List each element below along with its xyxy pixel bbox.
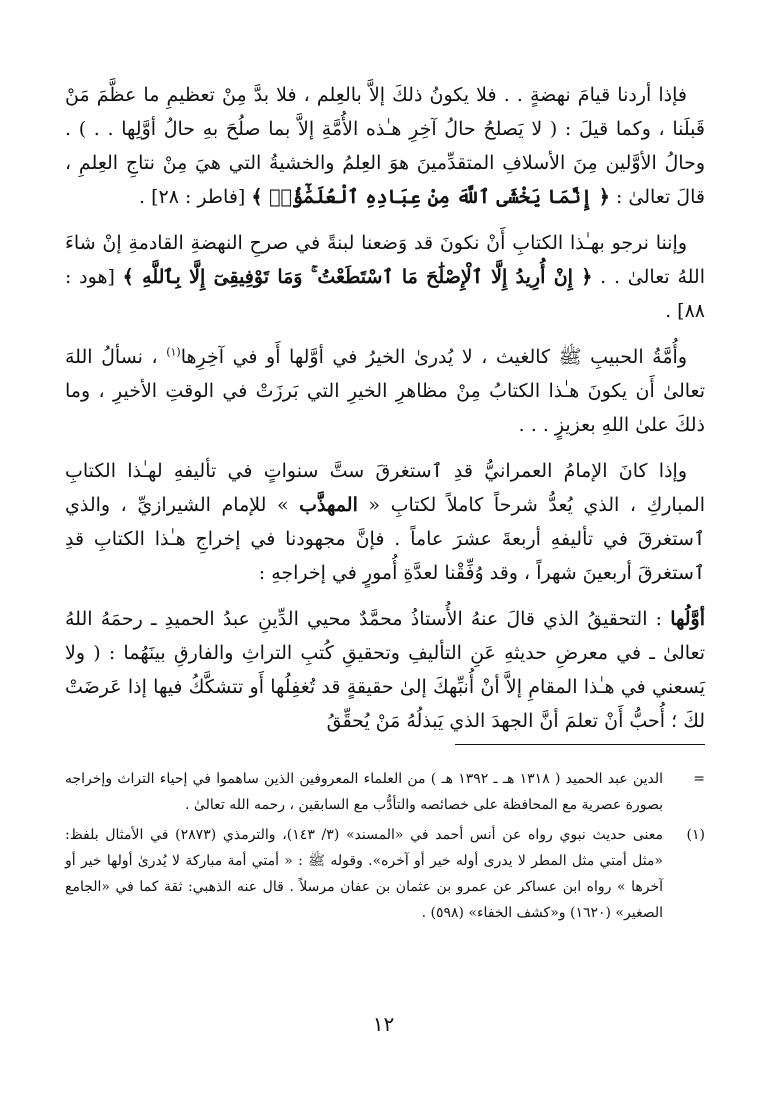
paragraph-text: » للإمام الشيرازيِّ ، والذي ٱستغرقَ في تأليفهِ أربعةَ عشرَ عاماً . فإنَّ مجهودنا في إخراجِ هـٰذا الكتابِ قدِ ٱستغرقَ أربعينَ شهراً ، وقد وُفِّقْنا لعدَّةِ أُمورٍ في إخراجهِ : xyxy=(65,494,705,584)
footnote-text: معنى حديث نبوي رواه عن أنس أحمد في «المسند» (٣/ ١٤٣)، والترمذي (٢٨٧٣) في الأمثال بلفظ: «مثل أمتي مثل المطر لا يدرى أوله خير أو آخره». وقوله ﷺ : « أمتي أمة مباركة لا يُدرىٰ أولها خير أو آخرها » رواه ابن عساكر عن عمرو بن عثمان بن عفان مرسلاً . قال عنه الذهبي: ثقة كما في «الجامع الصغير» (١٦٢٠) و«كشف الخفاء» (٥٩٨) . xyxy=(65,827,664,921)
paragraph-text: : التحقيقُ الذي قالَ عنهُ الأُستاذُ محمَّدٌ محيي الدِّينِ عبدُ الحميدِ ـ رحمَهُ اللهُ تعالىٰ ـ في معرضِ حديثهِ عَنِ التأليفِ وتحقيقِ كُتبِ التراثِ والفارقِ بينَهُما : ( ولا يَسعني في هـٰذا المقامِ إلاَّ أنْ أُنبِّهكَ إلىٰ حقيقةٍ قد تُغفِلُها أَو تتشكَّكُ فيها إذا عَرضَتْ لكَ ؛ أُحبُّ أَنْ تعلمَ أنَّ الجهدَ الذي يَبذلُهُ مَنْ يُحقِّقُ xyxy=(65,608,705,732)
page-number: ١٢ xyxy=(372,1012,395,1036)
footnote-divider xyxy=(455,744,705,745)
footnote-marker: = xyxy=(693,771,705,787)
footnote-reference[interactable]: (١) xyxy=(166,345,181,359)
quran-verse: ﴿ إِنَّمَا يَخْشَى ٱللَّهَ مِنْ عِبَادِهِ ٱلْعُلَمَٰٓؤُا۟ ﴾ xyxy=(251,186,610,208)
book-title: المهذَّب xyxy=(299,494,358,516)
verse-reference: [فاطر : ٢٨] . xyxy=(139,186,252,208)
paragraph-4 xyxy=(65,454,705,590)
footnote-1 xyxy=(65,822,705,926)
footnote-text: الدين عبد الحميد ( ١٣١٨ هـ ـ ١٣٩٢ هـ ) من العلماء المعروفين الذين ساهموا في إحياء التراث وإخراجه بصورة عصرية مع المحافظة على خصائصه والتأدُّب مع السابقين ، رحمه الله تعالىٰ . xyxy=(65,771,664,813)
paragraph-text: وأُمَّةُ الحبيبِ ﷺ كالغيث ، لا يُدرىٰ الخيرُ في أوَّلها أَو في آخِرِها xyxy=(180,346,687,368)
paragraph-5 xyxy=(65,602,705,738)
main-text xyxy=(65,78,705,750)
paragraph-3 xyxy=(65,340,705,442)
paragraph-text: وإذا كانَ الإمامُ العمرانيُّ قدِ ٱستغرقَ ستَّ سنواتٍ في تأليفهِ لهـٰذا الكتابِ المباركِ ، الذي يُعدُّ شرحاً كاملاً لكتابِ « xyxy=(65,460,705,516)
footnote-continued xyxy=(65,766,705,818)
quran-verse: ﴿ إِنْ أُرِيدُ إِلَّا ٱلْإِصْلَٰحَ مَا ٱسْتَطَعْتُ ۚ وَمَا تَوْفِيقِىٓ إِلَّا بِٱللَّهِ ﴾ xyxy=(122,266,593,288)
footnote-marker: (١) xyxy=(686,827,705,843)
paragraph-1 xyxy=(65,78,705,214)
paragraph-text: فإذا أردنا قيامَ نهضةٍ . . فلا يكونُ ذلكَ إلاَّ بالعِلم ، فلا بدَّ مِنْ تعظيمِ ما عظَّمَ مَنْ قَبلَنا ، وكما قيلَ : ( لا يَصلحُ حالُ آخِرِ هـٰذه الأُمَّةِ إلاَّ بما صلُحَ بهِ حالُ أوَّلِها . . ) . وحالُ الأوَّلين مِنَ الأسلافِ المتقدِّمينَ هوَ العِلمُ والخشيةُ التي هيَ مِنْ نتاجِ العِلمِ ، قالَ تعالىٰ : xyxy=(65,84,705,208)
paragraph-text: ، نسألُ اللهَ تعالىٰ أَن يكونَ هـٰذا الكتابُ مِنْ مظاهرِ الخيرِ التي بَرزَتْ في الوقتِ الأخيرِ ، وما ذلكَ علىٰ اللهِ بعزيزٍ . . . xyxy=(65,346,705,436)
footnotes xyxy=(65,766,705,930)
verse-reference: [هود : ٨٨] . xyxy=(65,266,705,322)
paragraph-text: وإننا نرجو بهـٰذا الكتابِ أَنْ نكونَ قد وَضعنا لبنةً في صرحِ النهضةِ القادمةِ إنْ شاءَ اللهُ تعالىٰ . . xyxy=(65,232,705,288)
paragraph-lead: أوَّلُها xyxy=(670,608,705,630)
paragraph-2 xyxy=(65,226,705,328)
